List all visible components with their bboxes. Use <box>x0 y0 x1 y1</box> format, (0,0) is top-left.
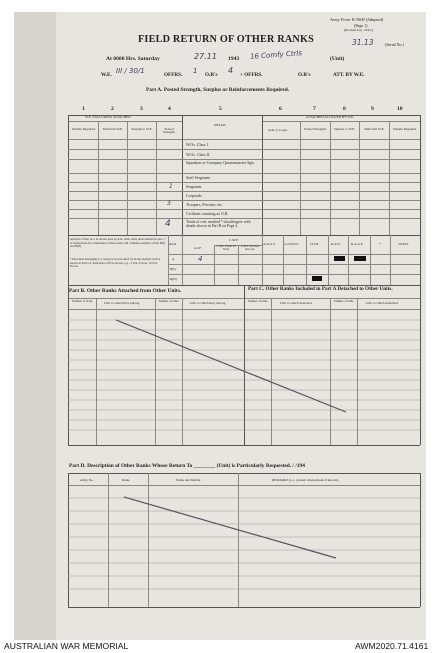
part-b-head: Unit to which they belong <box>190 301 226 305</box>
at-hrs-label: At 0600 Hrs. Saturday <box>106 56 160 62</box>
col-number: 1 <box>82 106 85 112</box>
analysis-head: CIVIL <box>310 242 320 246</box>
detail-heading: DETAIL. <box>214 123 227 127</box>
col-head: Deficient W.E. <box>364 127 385 131</box>
group-left-heading: W.E. EXCLUDING ATTACHED <box>85 115 131 119</box>
col-number: 7 <box>313 106 316 112</box>
col-head: Deficient W.E. <box>102 127 124 131</box>
col-number: 4 <box>168 106 171 112</box>
row-label-privates: Troopers, Privates, etc. <box>186 202 223 207</box>
sergeants-handwritten: 1 <box>169 183 173 190</box>
col-head: Posted Strength. <box>304 127 327 131</box>
we-handwritten: III / 30/1 <box>116 67 145 75</box>
col-head: Surplus to W.E. <box>131 127 153 131</box>
row-label-staff-sgts: Staff Sergeants <box>186 175 211 180</box>
part-d-head: REMARKS (i.e., present whereabouts if known). <box>272 478 339 482</box>
part-c-head: Number of O.Rs. <box>333 299 355 303</box>
part-c-head: Number of O.Rs. <box>247 299 269 303</box>
part-d-head: Rank. <box>122 478 131 482</box>
privates-handwritten: 3 <box>167 200 171 207</box>
offrs-label: OFFRS. <box>164 72 183 78</box>
row-label-corporals: Corporals <box>186 193 202 198</box>
row-label-sergeants: Sergeants <box>186 184 202 189</box>
analysis-row-b1: B(I) <box>170 267 176 271</box>
ors-handwritten: 4 <box>228 66 234 75</box>
analysis-head-cmf: C.M.F. <box>229 238 239 242</box>
we-label: W.E. <box>101 72 112 78</box>
analysis-head: C.M.F. 20 Years and over. <box>240 245 260 251</box>
part-b-head: Number of O.Rs. <box>72 299 93 303</box>
plus-offrs-label: + OFFRS. <box>240 72 263 78</box>
unit-label: (Unit) <box>330 56 345 62</box>
ors-label: O.R's <box>205 72 218 78</box>
analysis-row-b2: B(II) <box>170 277 177 281</box>
strike-line-part-d <box>124 497 336 558</box>
aif-handwritten: 4 <box>198 255 203 263</box>
part-a-title: Part A. Posted Strength, Surplus or Reinforcements Required. <box>146 87 290 93</box>
analysis-row-a: A <box>172 257 175 261</box>
form-title: FIELD RETURN OF OTHER RANKS <box>138 34 314 45</box>
form-id-line2: (Page 1) <box>354 23 368 28</box>
col-number: 2 <box>111 106 114 112</box>
analysis-head: A.W.A.S. <box>263 242 277 246</box>
group-right-heading: ATTACHED ALLOWED BY W.E. <box>306 115 354 119</box>
col-number: 10 <box>397 106 403 112</box>
unit-handwritten: 16 Comfy Ctrls <box>249 49 303 61</box>
serial-handwritten: 31.13 <box>352 38 374 47</box>
analysis-head: TOTAL <box>398 242 409 246</box>
col-number: 8 <box>343 106 346 112</box>
total-handwritten: 4 <box>165 219 171 229</box>
analysis-head: * <box>379 242 381 246</box>
col-number: 5 <box>219 106 222 112</box>
col-number: 6 <box>279 106 282 112</box>
part-c-head: Unit to which detached. <box>280 301 313 305</box>
part-c-title: Part C. Other Ranks Included in Part A Detached to Other Units. <box>248 286 393 292</box>
form-id-line3: (Revised Jan., 1943.) <box>344 28 373 32</box>
analysis-head: A.I.F. <box>194 246 202 250</box>
part-c-head: Unit to which detached. <box>366 301 399 305</box>
analysis-head: C.M.F. Under 20 Years <box>216 245 236 251</box>
date-handwritten: 27.11 <box>194 52 217 61</box>
analysis-note: Analysis of Part A to be shown here by ALL units. Only units entitled in para. 7 of instructions for compilation of this return will complete analysis of Part B(I) and B(II). <box>70 237 166 249</box>
strike-line-part-b <box>116 320 346 412</box>
form-id-line1: Army Form W.3009 (Adapted) <box>330 17 384 22</box>
row-label-cqms: Squadron or Company Quartermaster Sgts. <box>186 160 255 165</box>
serial-label: (Serial No.) <box>385 42 404 47</box>
analysis-head: R.A.A.F. <box>351 242 364 246</box>
col-head: Details Required. <box>72 127 96 131</box>
footer-left: AUSTRALIAN WAR MEMORIAL <box>4 641 129 651</box>
part-b-head: Unit to which they belong <box>104 301 140 305</box>
col-number: 3 <box>140 106 143 112</box>
part-b-title: Part B. Other Ranks Attached from Other Units. <box>69 288 182 294</box>
col-number: 9 <box>371 106 374 112</box>
part-b-head: Number of O.Rs. <box>158 299 180 303</box>
footer-right: AWM2020.71.4161 <box>355 641 429 651</box>
col-head: Posted Strength. <box>162 127 176 135</box>
col-head: Arm or Corps. <box>268 128 288 132</box>
year-label: 1943 <box>228 56 240 62</box>
part-d-head: Name and Initials. <box>176 478 201 482</box>
analysis-head: Detail <box>169 242 177 246</box>
part-d-head: Army No. <box>80 478 94 482</box>
analysis-head: A.A.M.W.S. <box>284 242 299 246</box>
row-label-wo1: W.Os. Class I. <box>186 142 209 147</box>
att-by-label: ATT. BY W.E. <box>333 72 365 78</box>
col-head: Details Required. <box>393 127 417 131</box>
plus-ors-label: O.R's <box>298 72 311 78</box>
row-label-civilians: Civilians counting as O.R. <box>186 211 229 216</box>
part-d-title: Part D. Description of Other Ranks Whose Return To ________ (Unit) is Particularly Requested. / /194 <box>69 463 305 469</box>
row-label-totals: Totals of cols. marked * should agree with details shown in Part B on Page 2. <box>186 220 251 229</box>
analysis-note-2: * Personnel belonging to a category not provided for in the analysis will be shown in Still col. Particulars will be shown, e.g., 2 U.K. Forces, 10 N.Z. Forces. <box>70 257 161 269</box>
row-label-wo2: W.Os. Class II. <box>186 152 211 157</box>
col-head: Surplus to W.E. <box>333 127 356 131</box>
offrs-handwritten: 1 <box>193 67 198 75</box>
analysis-head: R.A.N. <box>331 242 341 246</box>
